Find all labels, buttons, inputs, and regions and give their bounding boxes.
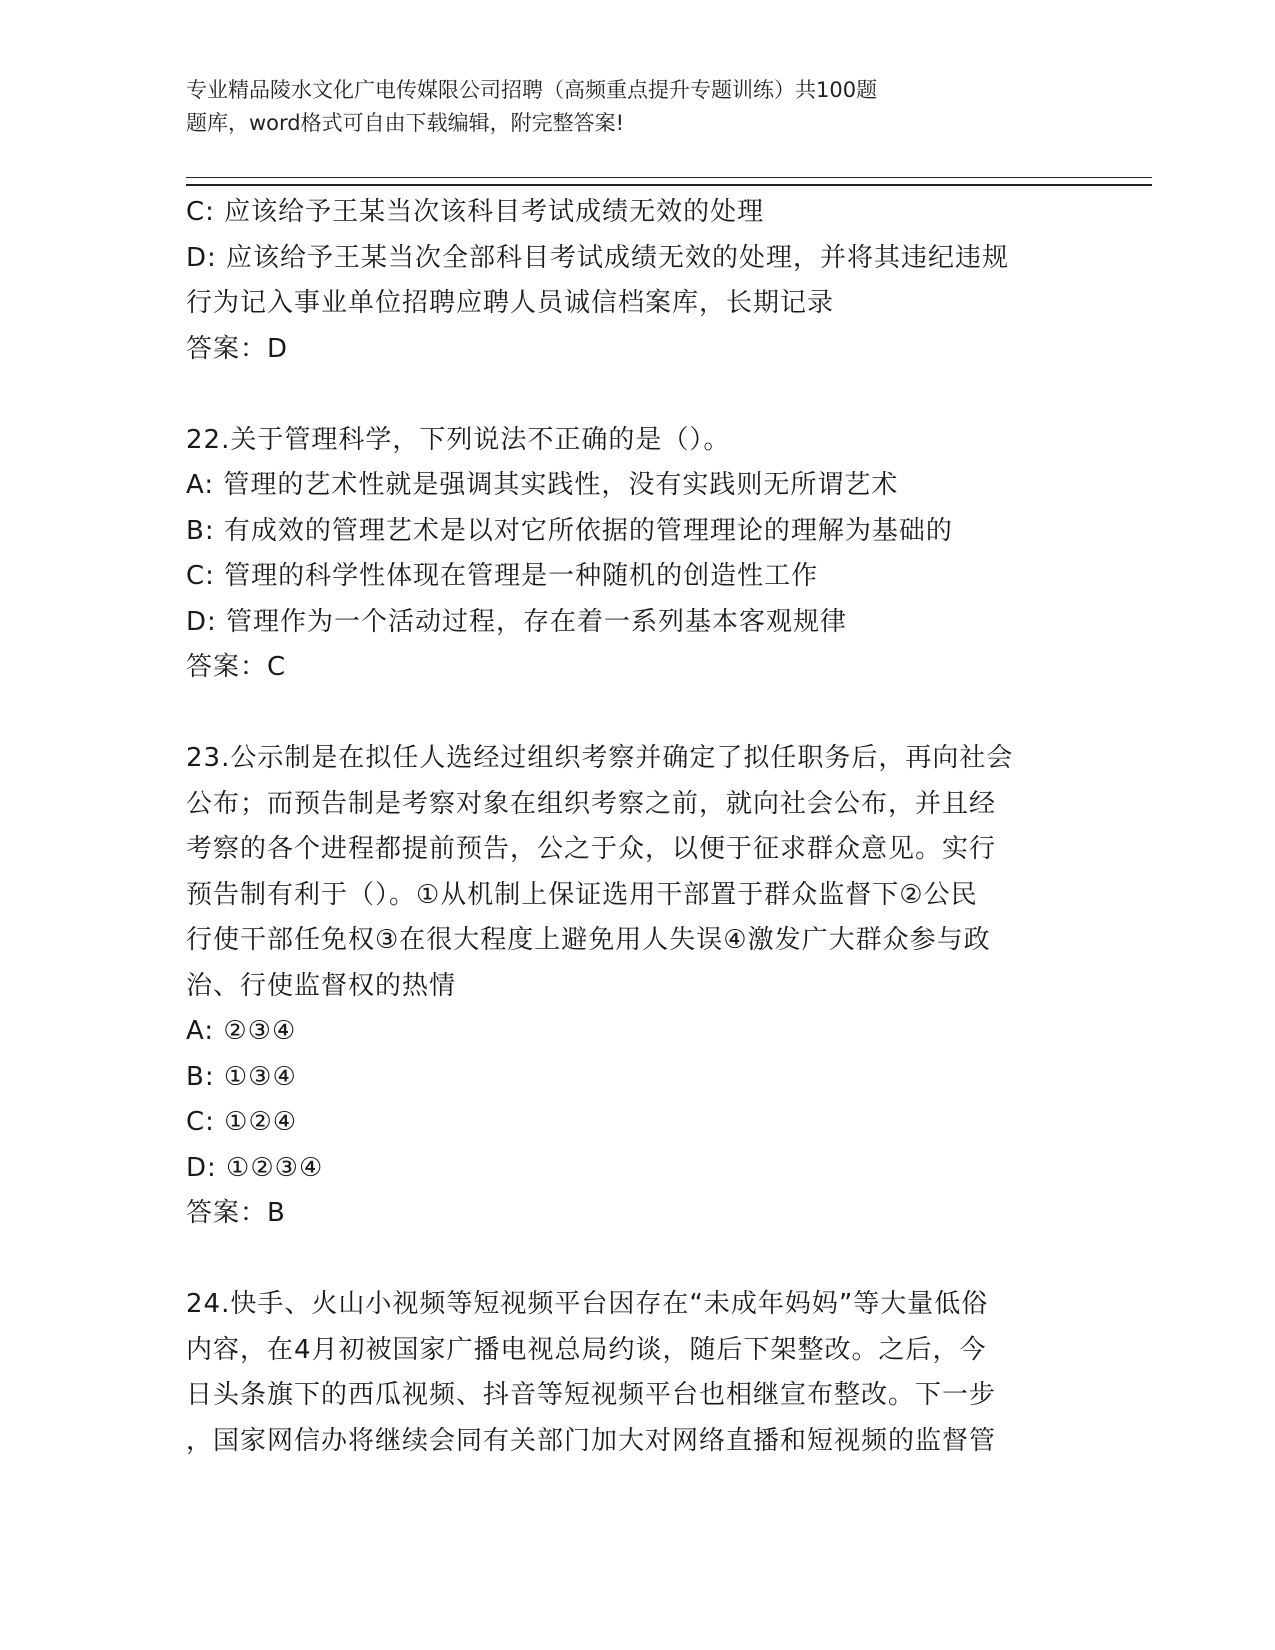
q23-stem-line-2: 公布；而预告制是考察对象在组织考察之前，就向社会公布，并且经 [186, 788, 997, 819]
q24-stem-line-2: 内容，在4月初被国家广播电视总局约谈，随后下架整改。之后，今 [186, 1334, 987, 1365]
q22-stem: 22.关于管理科学，下列说法不正确的是（）。 [186, 424, 731, 455]
q22-answer: 答案：C [186, 652, 287, 682]
q22-option-c: C: 管理的科学性体现在管理是一种随机的创造性工作 [186, 561, 819, 591]
page-header [186, 74, 1026, 140]
q21-option-c: C: 应该给予王某当次该科目考试成绩无效的处理 [186, 197, 765, 227]
spacer [186, 691, 1076, 737]
question-24 [186, 1282, 1076, 1464]
q23-option-b: B: ①③④ [186, 1061, 297, 1092]
q23-option-d: D: ①②③④ [186, 1152, 324, 1183]
q24-stem-line-1: 24.快手、火山小视频等短视频平台因存在“未成年妈妈”等大量低俗 [186, 1289, 989, 1319]
header-title-line-1: 专业精品陵水文化广电传媒限公司招聘（高频重点提升专题训练）共100题 [186, 78, 878, 102]
q22-option-d: D: 管理作为一个活动过程，存在着一系列基本客观规律 [186, 606, 848, 637]
q23-option-a: A: ②③④ [186, 1016, 297, 1046]
spacer [186, 1237, 1076, 1283]
question-22 [186, 418, 1076, 691]
q23-option-c: C: ①②④ [186, 1107, 298, 1137]
q24-stem-line-4: ，国家网信办将继续会同有关部门加大对网络直播和短视频的监督管 [186, 1425, 997, 1456]
question-23 [186, 736, 1076, 1237]
q23-stem-line-3: 考察的各个进程都提前预告，公之于众，以便于征求群众意见。实行 [186, 834, 997, 864]
question-content [186, 190, 1076, 1464]
header-title-line-2: 题库，word格式可自由下载编辑，附完整答案! [186, 111, 625, 135]
q23-answer: 答案：B [186, 1198, 286, 1228]
q22-option-b: B: 有成效的管理艺术是以对它所依据的管理理论的理解为基础的 [186, 515, 953, 546]
q21-answer: 答案：D [186, 333, 289, 364]
q24-stem-line-3: 日头条旗下的西瓜视频、抖音等短视频平台也相继宣布整改。下一步 [186, 1380, 997, 1410]
q21-option-d-line-1: D: 应该给予王某当次全部科目考试成绩无效的处理，并将其违纪违规 [186, 242, 1010, 273]
q22-option-a: A: 管理的艺术性就是强调其实践性，没有实践则无所谓艺术 [186, 470, 899, 500]
q23-stem-line-4: 预告制有利于（）。①从机制上保证选用干部置于群众监督下②公民 [186, 879, 978, 910]
spacer [186, 372, 1076, 418]
q23-stem-line-5: 行使干部任免权③在很大程度上避免用人失误④激发广大群众参与政 [186, 925, 991, 955]
q23-stem-line-1: 23.公示制是在拟任人选经过组织考察并确定了拟任职务后，再向社会 [186, 743, 1014, 773]
q21-option-d-line-2: 行为记入事业单位招聘应聘人员诚信档案库，长期记录 [186, 288, 835, 318]
header-divider [186, 177, 1152, 186]
q23-stem-line-6: 治、行使监督权的热情 [186, 970, 457, 1001]
question-21-tail [186, 190, 1076, 372]
